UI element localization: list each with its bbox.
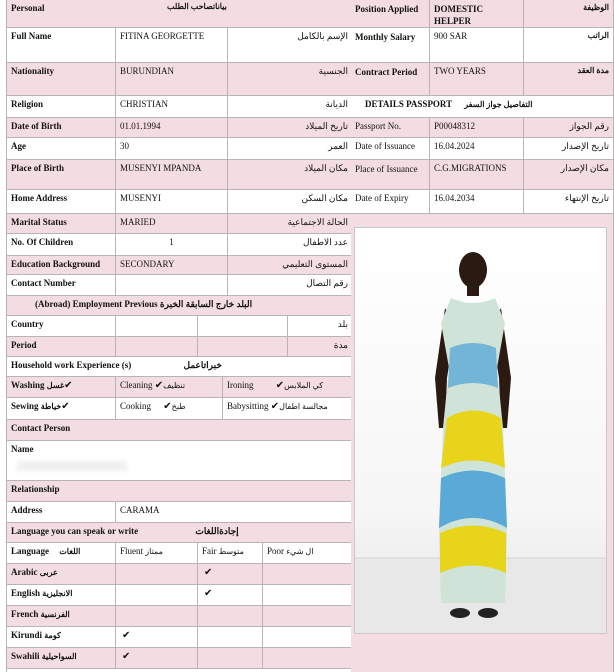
pob-label: Place of Birth (11, 163, 64, 173)
language-poor-cell (262, 585, 352, 605)
personal-label-ar: بياناتصاحب الطلب (167, 2, 227, 11)
row-children (7, 234, 352, 256)
education-label: Education Background (11, 259, 101, 269)
check-icon: ✔ (204, 588, 213, 599)
age-label: Age (11, 141, 26, 151)
language-col-ar: اللغات (59, 547, 81, 556)
languages-header (7, 523, 352, 543)
row-full-name (7, 28, 352, 63)
row-issuance-date (351, 138, 613, 160)
contract-ar: مدة العقد (523, 63, 613, 95)
language-fair-cell (197, 648, 262, 668)
personal-label: Personal (11, 3, 45, 13)
age-value: 30 (115, 138, 227, 159)
contact-name-label: Name (11, 444, 34, 454)
ironing-label: Ironing (227, 380, 254, 390)
row-country (7, 316, 352, 337)
contact-number-ar: رقم التصال (227, 275, 352, 295)
position-value: DOMESTIC HELPER (429, 0, 523, 27)
poor-label: Poor (267, 546, 285, 556)
check-icon: ✔ (122, 651, 131, 662)
marital-label: Marital Status (11, 217, 67, 227)
household-header (7, 357, 352, 377)
language-name-ar: كومة (44, 631, 61, 640)
issuance-place-label: Place of Issuance (355, 164, 418, 174)
language-row (7, 585, 352, 606)
passport-header (351, 96, 613, 118)
country-ar: بلد (287, 316, 352, 336)
babysitting-ar: مجالسة اطفال (279, 402, 328, 411)
language-name-ar: الفرنسية (40, 610, 70, 619)
position-ar: الوظيفة (523, 0, 613, 27)
fluent-label: Fluent (120, 546, 144, 556)
row-nationality (7, 63, 352, 96)
washing-ar: غسل (46, 381, 65, 390)
row-period (7, 337, 352, 357)
pob-ar: مكان الميلاد (227, 160, 352, 189)
language-name-ar: الانجليزية (42, 589, 73, 598)
personal-header (7, 0, 352, 28)
religion-value: CHRISTIAN (115, 96, 227, 117)
language-poor-cell (262, 564, 352, 584)
language-row (7, 627, 352, 648)
address-label: Address (11, 505, 43, 515)
language-name: Arabic (11, 567, 38, 577)
address-row (7, 502, 352, 523)
fair-ar: متوسط (218, 547, 244, 556)
language-row (7, 606, 352, 627)
children-label: No. Of Children (11, 237, 74, 247)
period-label: Period (11, 340, 37, 350)
salary-value: 900 SAR (429, 28, 523, 62)
ironing-check-icon: ✔ (275, 380, 285, 391)
row-contact-number (7, 275, 352, 296)
language-fair-cell (197, 564, 262, 584)
row-place-of-birth (7, 160, 352, 190)
contact-person-row (7, 420, 352, 441)
education-ar: المستوى التعليمي (227, 256, 352, 274)
address-value: CARAMA (115, 502, 352, 522)
cooking-label: Cooking (120, 401, 152, 411)
employment-header (7, 296, 352, 316)
language-col-label: Language (11, 546, 50, 556)
sewing-ar: خياطة (40, 402, 62, 411)
language-name: English (11, 588, 41, 598)
row-religion (7, 96, 352, 118)
cooking-ar: طبخ (171, 402, 186, 411)
marital-ar: الحالة الاجتماعية (227, 214, 352, 233)
issuance-date-ar: تاريخ الإصدار (523, 138, 613, 159)
row-position (351, 0, 613, 28)
expiry-ar: تاريخ الإنتهاء (523, 190, 613, 213)
issuance-date-label: Date of Issuance (355, 141, 415, 151)
nationality-value: BURUNDIAN (115, 63, 227, 95)
language-poor-cell (262, 627, 352, 647)
check-icon: ✔ (122, 630, 131, 641)
home-address-label: Home Address (11, 193, 68, 203)
fluent-ar: ممتاز (145, 547, 163, 556)
full-name-ar: الإسم بالكامل (227, 28, 352, 62)
dob-label: Date of Birth (11, 121, 62, 131)
contact-name-row (7, 441, 352, 481)
language-name: Swahili (11, 651, 40, 661)
languages-column-header (7, 543, 352, 564)
religion-ar: الديانة (227, 96, 352, 117)
language-fluent-cell (115, 627, 197, 647)
row-education (7, 256, 352, 275)
passport-no-value: P00048312 (429, 118, 523, 137)
contact-person-label: Contact Person (11, 423, 71, 433)
issuance-place-ar: مكان الإصدار (523, 160, 613, 189)
issuance-place-value: C.G.MIGRATIONS (429, 160, 523, 189)
fair-label: Fair (202, 546, 217, 556)
relationship-row (7, 481, 352, 502)
household-title: Household work Experience (s) (11, 360, 132, 370)
language-name-ar: السواحيلية (41, 652, 77, 661)
children-ar: عدد الاطفال (227, 234, 352, 255)
row-salary (351, 28, 613, 63)
pob-value: MUSENYI MPANDA (115, 160, 227, 189)
language-row (7, 564, 352, 585)
language-poor-cell (262, 648, 352, 668)
expiry-value: 16.04.2034 (429, 190, 523, 213)
passport-title: DETAILS PASSPORT (365, 99, 452, 109)
applicant-figure (355, 228, 606, 633)
age-ar: العمر (227, 138, 352, 159)
education-value: SECONDARY (115, 256, 227, 274)
dob-ar: تاريخ الميلاد (227, 118, 352, 137)
country-label: Country (11, 319, 44, 329)
dob-value: 01.01.1994 (115, 118, 227, 137)
nationality-ar: الجنسية (227, 63, 352, 95)
household-row-1 (7, 377, 352, 398)
passport-no-label: Passport No. (355, 121, 402, 131)
row-issuance-place (351, 160, 613, 190)
language-name-ar: عربى (39, 568, 58, 577)
home-address-ar: مكان السكن (227, 190, 352, 213)
issuance-date-value: 16.04.2024 (429, 138, 523, 159)
languages-title: Language you can speak or write (11, 526, 139, 536)
cleaning-label: Cleaning (120, 380, 153, 390)
language-fluent-cell (115, 648, 197, 668)
applicant-form-left (6, 0, 353, 672)
contact-number-value (115, 275, 227, 295)
language-fair-cell (197, 627, 262, 647)
row-contract (351, 63, 613, 96)
full-name-value: FITINA GEORGETTE (115, 28, 227, 62)
cooking-check-icon: ✔ (163, 401, 172, 412)
relationship-label: Relationship (11, 484, 60, 494)
washing-label: Washing (11, 380, 45, 390)
expiry-label: Date of Expiry (355, 193, 409, 203)
ironing-ar: كي الملابس (284, 381, 324, 390)
language-fluent-cell (115, 585, 197, 605)
languages-title-ar: إجادةاللغات (195, 526, 239, 536)
household-title-ar: خبراتاعمل (183, 360, 222, 370)
language-fair-cell (197, 606, 262, 626)
salary-ar: الراتب (523, 28, 613, 62)
full-name-label: Full Name (11, 31, 52, 41)
sewing-check-icon: ✔ (61, 401, 70, 412)
row-age (7, 138, 352, 160)
babysitting-check-icon: ✔ (270, 401, 280, 412)
language-fluent-cell (115, 606, 197, 626)
marital-value: MARIED (115, 214, 227, 233)
language-fluent-cell (115, 564, 197, 584)
position-label: Position Applied (355, 4, 419, 14)
check-icon: ✔ (204, 567, 213, 578)
children-value: 1 (115, 234, 227, 255)
cleaning-ar: تنظيف (163, 381, 186, 390)
household-row-2 (7, 398, 352, 420)
washing-check-icon: ✔ (64, 380, 73, 391)
row-home-address (7, 190, 352, 214)
contract-value: TWO YEARS (429, 63, 523, 95)
nationality-label: Nationality (11, 66, 55, 76)
period-ar: مدة (287, 337, 352, 356)
home-address-value: MUSENYI (115, 190, 227, 213)
applicant-photo (354, 227, 607, 634)
babysitting-label: Babysitting (227, 401, 269, 411)
row-passport-no (351, 118, 613, 138)
passport-no-ar: رقم الجواز (523, 118, 613, 137)
religion-label: Religion (11, 99, 44, 109)
language-fair-cell (197, 585, 262, 605)
employment-title: (Abroad) Employment Previous (35, 299, 158, 309)
language-name: French (11, 609, 39, 619)
row-expiry (351, 190, 613, 214)
sewing-label: Sewing (11, 401, 39, 411)
language-poor-cell (262, 606, 352, 626)
contact-number-label: Contact Number (11, 278, 76, 288)
cleaning-check-icon: ✔ (154, 380, 164, 391)
redacted-name (17, 461, 127, 471)
row-dob (7, 118, 352, 138)
poor-ar: ال شيء (286, 547, 314, 556)
language-name: Kirundi (11, 630, 43, 640)
contract-label: Contract Period (355, 67, 418, 77)
passport-title-ar: التفاصيل جواز السفر (464, 100, 533, 109)
salary-label: Monthly Salary (355, 32, 416, 42)
employment-title-ar: البلد خارج السابقة الخبرة (159, 299, 253, 309)
language-row (7, 648, 352, 669)
row-marital-status (7, 214, 352, 234)
